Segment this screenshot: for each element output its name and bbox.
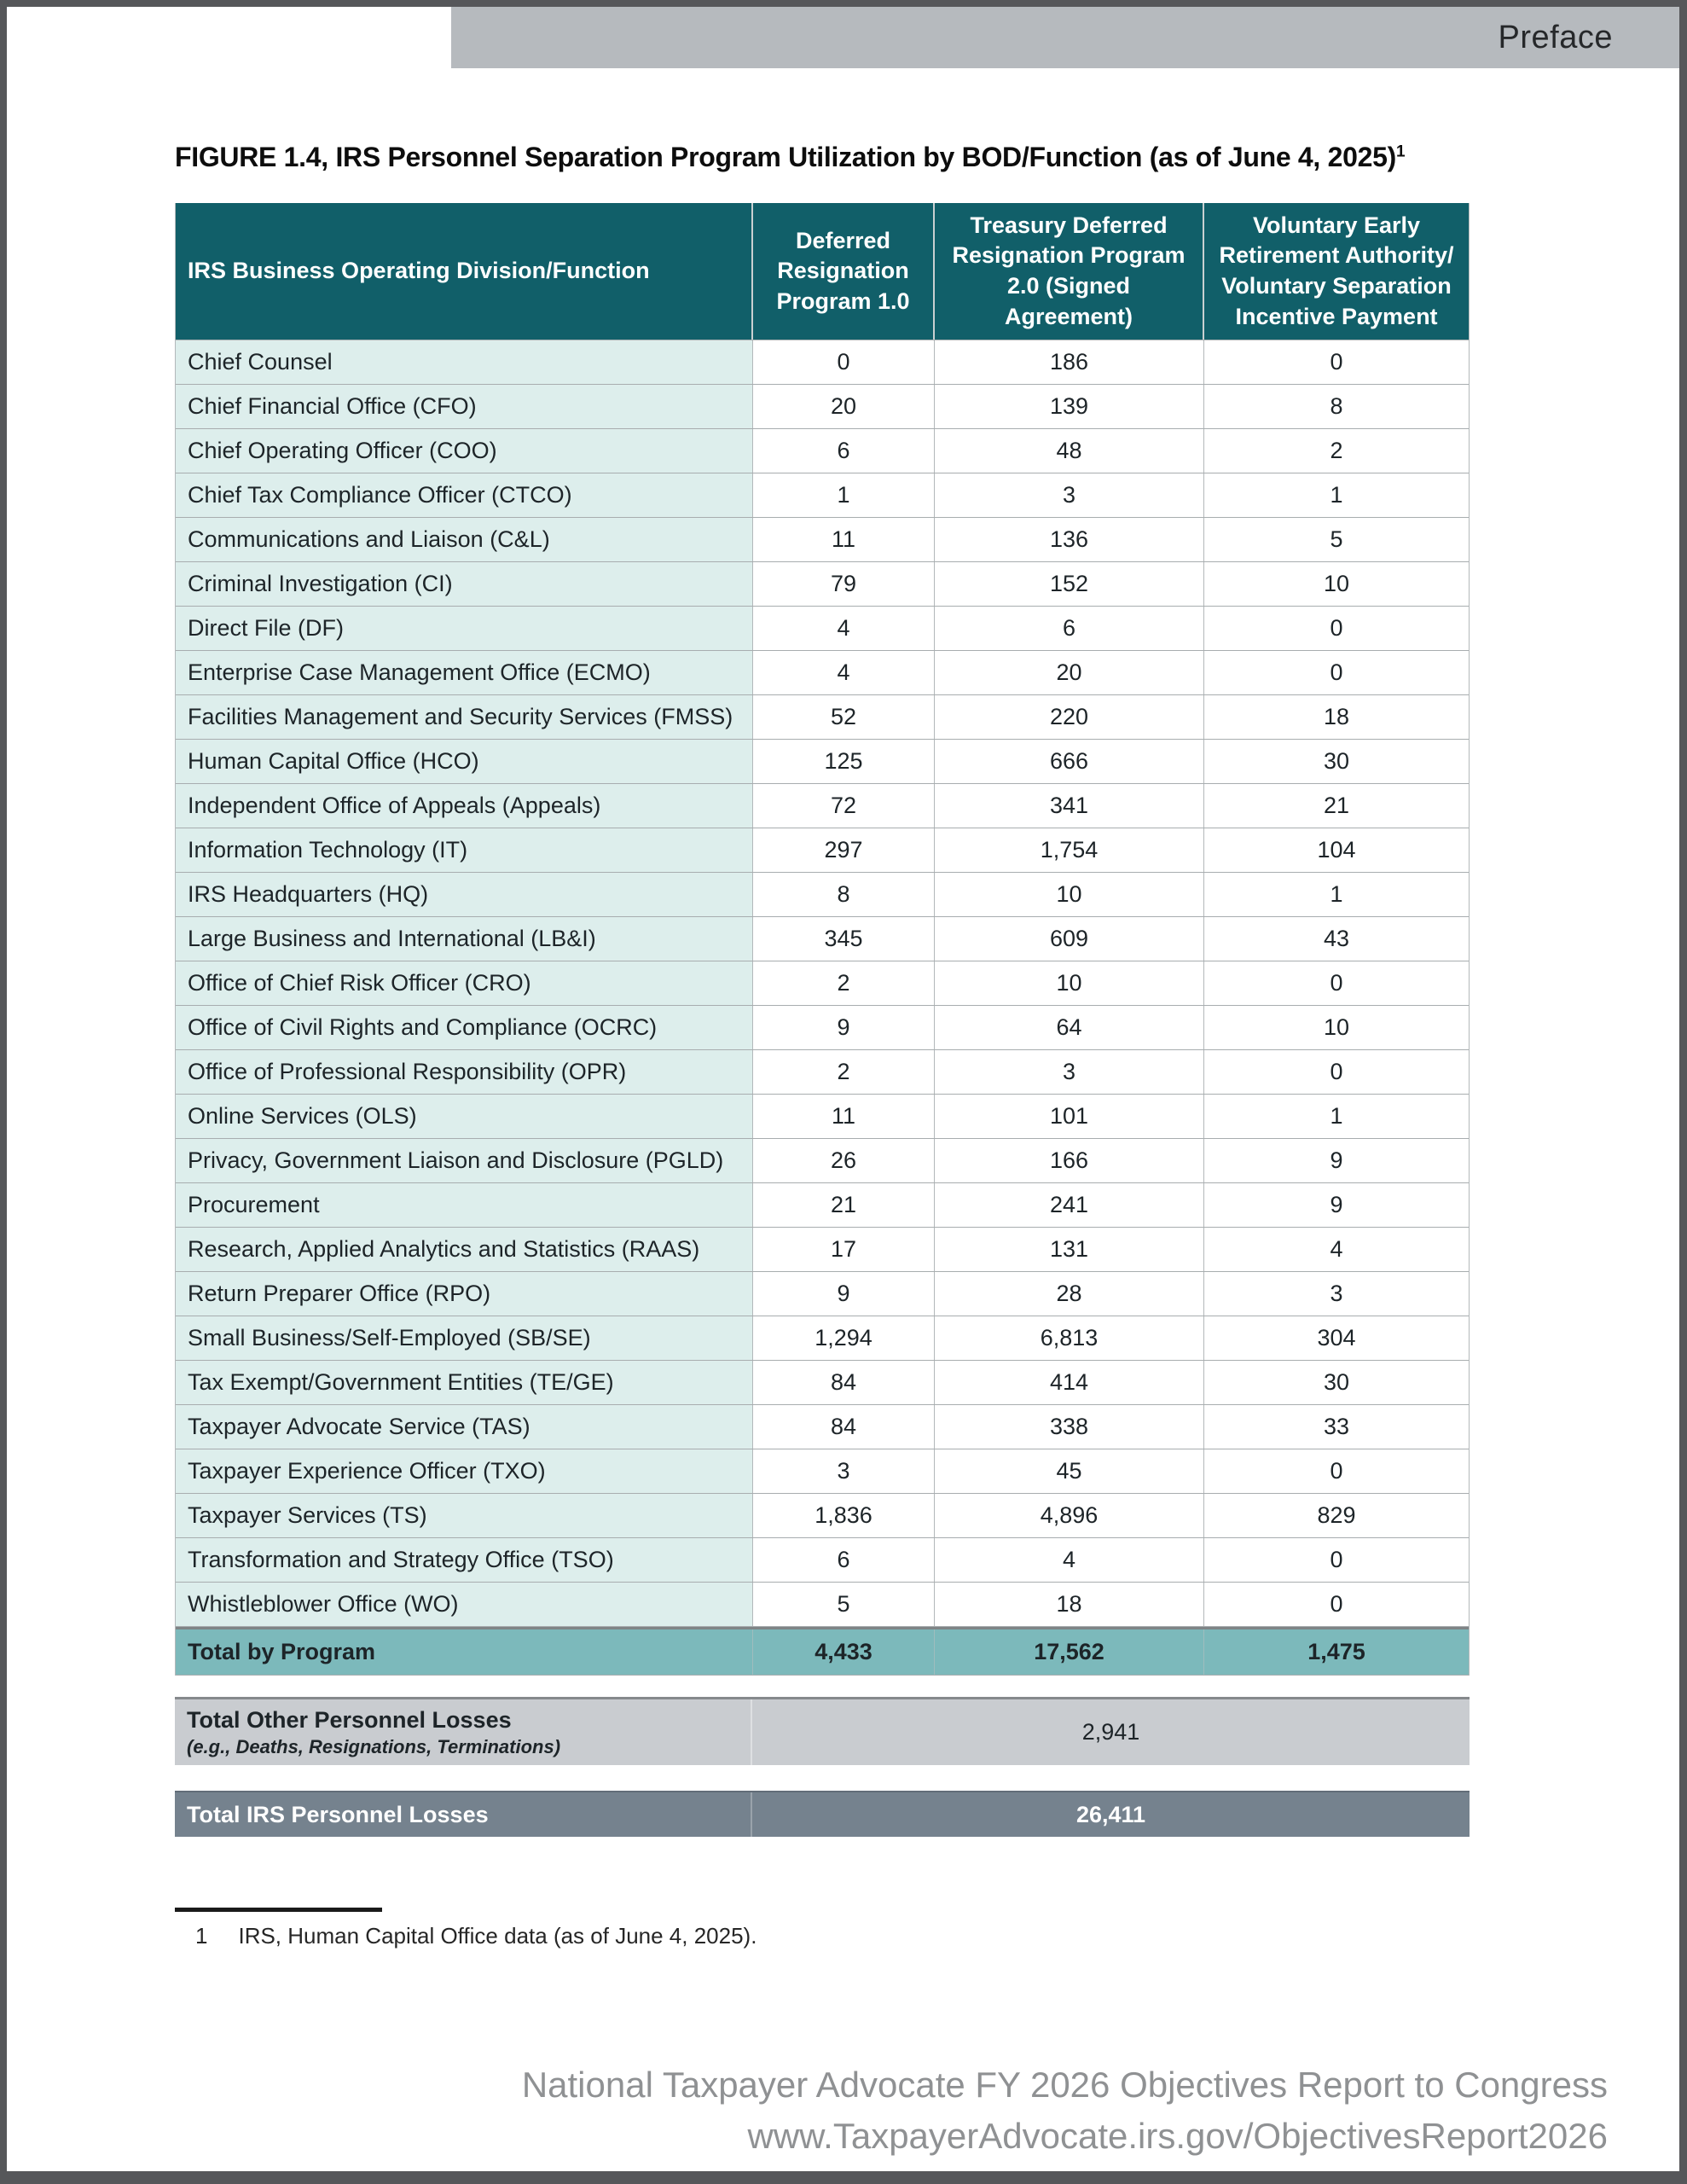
footnote-text: IRS, Human Capital Office data (as of June 4, 2025). (238, 1923, 757, 1949)
division-cell: Communications and Liaison (C&L) (176, 518, 753, 561)
division-cell: Large Business and International (LB&I) (176, 917, 753, 961)
total-by-program-drp1: 4,433 (753, 1629, 935, 1675)
vera-vsip-value-cell: 43 (1204, 917, 1469, 961)
tdrp2-value-cell: 136 (935, 518, 1204, 561)
drp1-value-cell: 9 (753, 1006, 935, 1049)
tdrp2-value-cell: 341 (935, 784, 1204, 828)
tdrp2-value-cell: 6 (935, 607, 1204, 650)
total-by-program-vera-vsip: 1,475 (1307, 1639, 1365, 1664)
figure-title-text: FIGURE 1.4, IRS Personnel Separation Program Utilization by BOD/Function (as of June 4, 2025) (175, 142, 1396, 172)
division-cell: Tax Exempt/Government Entities (TE/GE) (176, 1361, 753, 1404)
table-row (176, 1095, 1469, 1139)
drp1-value-cell: 84 (753, 1361, 935, 1404)
footer-report-url[interactable]: www.TaxpayerAdvocate.irs.gov/ObjectivesReport2026 (747, 2116, 1608, 2157)
vera-vsip-value-cell: 10 (1204, 562, 1469, 606)
division-cell: Whistleblower Office (WO) (176, 1583, 753, 1626)
table-row (176, 518, 1469, 562)
figure-title-footnote-marker: 1 (1395, 142, 1406, 161)
vera-vsip-value-cell: 104 (1204, 828, 1469, 872)
tdrp2-value-cell: 152 (935, 562, 1204, 606)
tdrp2-value-cell: 241 (935, 1183, 1204, 1227)
total-irs-losses-row (175, 1791, 1470, 1837)
footnote-divider (175, 1908, 382, 1912)
tdrp2-value-cell: 3 (935, 1050, 1204, 1094)
drp1-value-cell: 2 (753, 961, 935, 1005)
drp1-value-cell: 8 (753, 873, 935, 916)
drp1-value-cell: 0 (753, 340, 935, 384)
division-cell: Office of Professional Responsibility (OPR) (176, 1050, 753, 1094)
division-cell: Chief Counsel (176, 340, 753, 384)
division-cell: IRS Headquarters (HQ) (176, 873, 753, 916)
table-row (176, 1050, 1469, 1095)
table-row (176, 740, 1469, 784)
table-row (176, 1494, 1469, 1538)
tdrp2-value-cell: 4,896 (935, 1494, 1204, 1537)
column-header-division: IRS Business Operating Division/Function (176, 203, 753, 340)
separation-program-table (175, 203, 1470, 1676)
division-cell: Information Technology (IT) (176, 828, 753, 872)
vera-vsip-value-cell: 18 (1204, 695, 1469, 739)
division-cell: Privacy, Government Liaison and Disclosure (PGLD) (176, 1139, 753, 1182)
footnote (195, 1923, 757, 1949)
preface-tab-label: Preface (1498, 19, 1613, 55)
total-irs-losses-label: Total IRS Personnel Losses (175, 1792, 752, 1837)
table-row (176, 828, 1469, 873)
tdrp2-value-cell: 6,813 (935, 1316, 1204, 1360)
total-by-program-row (176, 1627, 1469, 1676)
total-other-losses-title: Total Other Personnel Losses (187, 1706, 512, 1733)
table-row (176, 1183, 1469, 1228)
column-header-tdrp2: Treasury Deferred Resignation Program 2.0 (Signed Agreement) (935, 203, 1204, 340)
drp1-value-cell: 5 (753, 1583, 935, 1626)
table-row (176, 1228, 1469, 1272)
tdrp2-value-cell: 186 (935, 340, 1204, 384)
drp1-value-cell: 1 (753, 473, 935, 517)
tdrp2-value-cell: 45 (935, 1449, 1204, 1493)
vera-vsip-value-cell: 0 (1204, 1583, 1469, 1626)
table-row (176, 1449, 1469, 1494)
division-cell: Chief Operating Officer (COO) (176, 429, 753, 473)
vera-vsip-value-cell: 4 (1204, 1228, 1469, 1271)
vera-vsip-value-cell: 2 (1204, 429, 1469, 473)
table-row (176, 1006, 1469, 1050)
table-row (176, 429, 1469, 473)
division-cell: Office of Civil Rights and Compliance (OCRC) (176, 1006, 753, 1049)
drp1-value-cell: 2 (753, 1050, 935, 1094)
drp1-value-cell: 84 (753, 1405, 935, 1449)
table-row (176, 1361, 1469, 1405)
vera-vsip-value-cell: 1 (1204, 1095, 1469, 1138)
table-header-row (176, 203, 1469, 340)
drp1-value-cell: 297 (753, 828, 935, 872)
vera-vsip-value-cell: 0 (1204, 1050, 1469, 1094)
table-body (176, 340, 1469, 1627)
vera-vsip-value-cell: 10 (1204, 1006, 1469, 1049)
figure-title (175, 142, 1522, 173)
drp1-value-cell: 345 (753, 917, 935, 961)
vera-vsip-value-cell: 33 (1204, 1405, 1469, 1449)
drp1-value-cell: 52 (753, 695, 935, 739)
total-other-losses-label (175, 1699, 752, 1765)
tdrp2-value-cell: 1,754 (935, 828, 1204, 872)
division-cell: Taxpayer Services (TS) (176, 1494, 753, 1537)
table-row (176, 385, 1469, 429)
tdrp2-value-cell: 20 (935, 651, 1204, 694)
drp1-value-cell: 125 (753, 740, 935, 783)
tdrp2-value-cell: 131 (935, 1228, 1204, 1271)
division-cell: Human Capital Office (HCO) (176, 740, 753, 783)
vera-vsip-value-cell: 0 (1204, 651, 1469, 694)
drp1-value-cell: 26 (753, 1139, 935, 1182)
drp1-value-cell: 79 (753, 562, 935, 606)
tdrp2-value-cell: 10 (935, 873, 1204, 916)
drp1-value-cell: 6 (753, 1538, 935, 1582)
vera-vsip-value-cell: 21 (1204, 784, 1469, 828)
total-by-program-label: Total by Program (176, 1629, 753, 1675)
tdrp2-value-cell: 28 (935, 1272, 1204, 1316)
division-cell: Transformation and Strategy Office (TSO) (176, 1538, 753, 1582)
footer-report-title: National Taxpayer Advocate FY 2026 Objectives Report to Congress (521, 2065, 1608, 2105)
table-row (176, 607, 1469, 651)
table-row (176, 1538, 1469, 1583)
total-other-losses-row (175, 1697, 1470, 1765)
drp1-value-cell: 9 (753, 1272, 935, 1316)
division-cell: Enterprise Case Management Office (ECMO) (176, 651, 753, 694)
division-cell: Procurement (176, 1183, 753, 1227)
division-cell: Taxpayer Experience Officer (TXO) (176, 1449, 753, 1493)
vera-vsip-value-cell: 0 (1204, 1449, 1469, 1493)
vera-vsip-value-cell: 1 (1204, 873, 1469, 916)
drp1-value-cell: 11 (753, 518, 935, 561)
tdrp2-value-cell: 10 (935, 961, 1204, 1005)
vera-vsip-value-cell: 0 (1204, 961, 1469, 1005)
drp1-value-cell: 17 (753, 1228, 935, 1271)
table-row (176, 961, 1469, 1006)
tdrp2-value-cell: 4 (935, 1538, 1204, 1582)
table-row (176, 784, 1469, 828)
tdrp2-value-cell: 609 (935, 917, 1204, 961)
drp1-value-cell: 1,836 (753, 1494, 935, 1537)
drp1-value-cell: 4 (753, 651, 935, 694)
drp1-value-cell: 1,294 (753, 1316, 935, 1360)
table-row (176, 1405, 1469, 1449)
table-row (176, 873, 1469, 917)
tdrp2-value-cell: 139 (935, 385, 1204, 428)
page-footer (522, 2059, 1608, 2162)
vera-vsip-value-cell: 3 (1204, 1272, 1469, 1316)
division-cell: Criminal Investigation (CI) (176, 562, 753, 606)
tdrp2-value-cell: 48 (935, 429, 1204, 473)
total-other-losses-subtitle: (e.g., Deaths, Resignations, Terminations) (187, 1735, 561, 1757)
vera-vsip-value-cell: 9 (1204, 1139, 1469, 1182)
table-row (176, 1583, 1469, 1627)
tdrp2-value-cell: 3 (935, 473, 1204, 517)
tdrp2-value-cell: 18 (935, 1583, 1204, 1626)
table-row (176, 651, 1469, 695)
total-by-program-tdrp2: 17,562 (935, 1629, 1204, 1675)
table-row (176, 473, 1469, 518)
vera-vsip-value-cell: 1 (1204, 473, 1469, 517)
vera-vsip-value-cell: 30 (1204, 740, 1469, 783)
drp1-value-cell: 6 (753, 429, 935, 473)
division-cell: Return Preparer Office (RPO) (176, 1272, 753, 1316)
division-cell: Small Business/Self-Employed (SB/SE) (176, 1316, 753, 1360)
vera-vsip-value-cell: 8 (1204, 385, 1469, 428)
tdrp2-value-cell: 166 (935, 1139, 1204, 1182)
division-cell: Office of Chief Risk Officer (CRO) (176, 961, 753, 1005)
division-cell: Facilities Management and Security Services (FMSS) (176, 695, 753, 739)
table-row (176, 1316, 1469, 1361)
preface-tab (451, 7, 1679, 68)
tdrp2-value-cell: 101 (935, 1095, 1204, 1138)
division-cell: Independent Office of Appeals (Appeals) (176, 784, 753, 828)
division-cell: Chief Tax Compliance Officer (CTCO) (176, 473, 753, 517)
table-row (176, 917, 1469, 961)
vera-vsip-value-cell: 304 (1204, 1316, 1469, 1360)
tdrp2-value-cell: 64 (935, 1006, 1204, 1049)
drp1-value-cell: 3 (753, 1449, 935, 1493)
drp1-value-cell: 21 (753, 1183, 935, 1227)
column-header-drp1: Deferred Resignation Program 1.0 (753, 203, 935, 340)
tdrp2-value-cell: 220 (935, 695, 1204, 739)
table-row (176, 1139, 1469, 1183)
tdrp2-value-cell: 414 (935, 1361, 1204, 1404)
footnote-marker: 1 (195, 1923, 208, 1949)
vera-vsip-value-cell: 5 (1204, 518, 1469, 561)
table-row (176, 695, 1469, 740)
table-row (176, 562, 1469, 607)
drp1-value-cell: 20 (753, 385, 935, 428)
division-cell: Taxpayer Advocate Service (TAS) (176, 1405, 753, 1449)
total-irs-losses-value: 26,411 (1075, 1801, 1146, 1827)
vera-vsip-value-cell: 30 (1204, 1361, 1469, 1404)
vera-vsip-value-cell: 829 (1204, 1494, 1469, 1537)
vera-vsip-value-cell: 9 (1204, 1183, 1469, 1227)
vera-vsip-value-cell: 0 (1204, 607, 1469, 650)
vera-vsip-value-cell: 0 (1204, 340, 1469, 384)
table-row (176, 340, 1469, 385)
drp1-value-cell: 11 (753, 1095, 935, 1138)
division-cell: Direct File (DF) (176, 607, 753, 650)
tdrp2-value-cell: 666 (935, 740, 1204, 783)
drp1-value-cell: 4 (753, 607, 935, 650)
drp1-value-cell: 72 (753, 784, 935, 828)
vera-vsip-value-cell: 0 (1204, 1538, 1469, 1582)
table-row (176, 1272, 1469, 1316)
column-header-vera-vsip: Voluntary Early Retirement Authority/ Voluntary Separation Incentive Payment (1219, 212, 1454, 329)
total-other-losses-value: 2,941 (1081, 1719, 1140, 1745)
division-cell: Chief Financial Office (CFO) (176, 385, 753, 428)
division-cell: Research, Applied Analytics and Statistics (RAAS) (176, 1228, 753, 1271)
division-cell: Online Services (OLS) (176, 1095, 753, 1138)
tdrp2-value-cell: 338 (935, 1405, 1204, 1449)
